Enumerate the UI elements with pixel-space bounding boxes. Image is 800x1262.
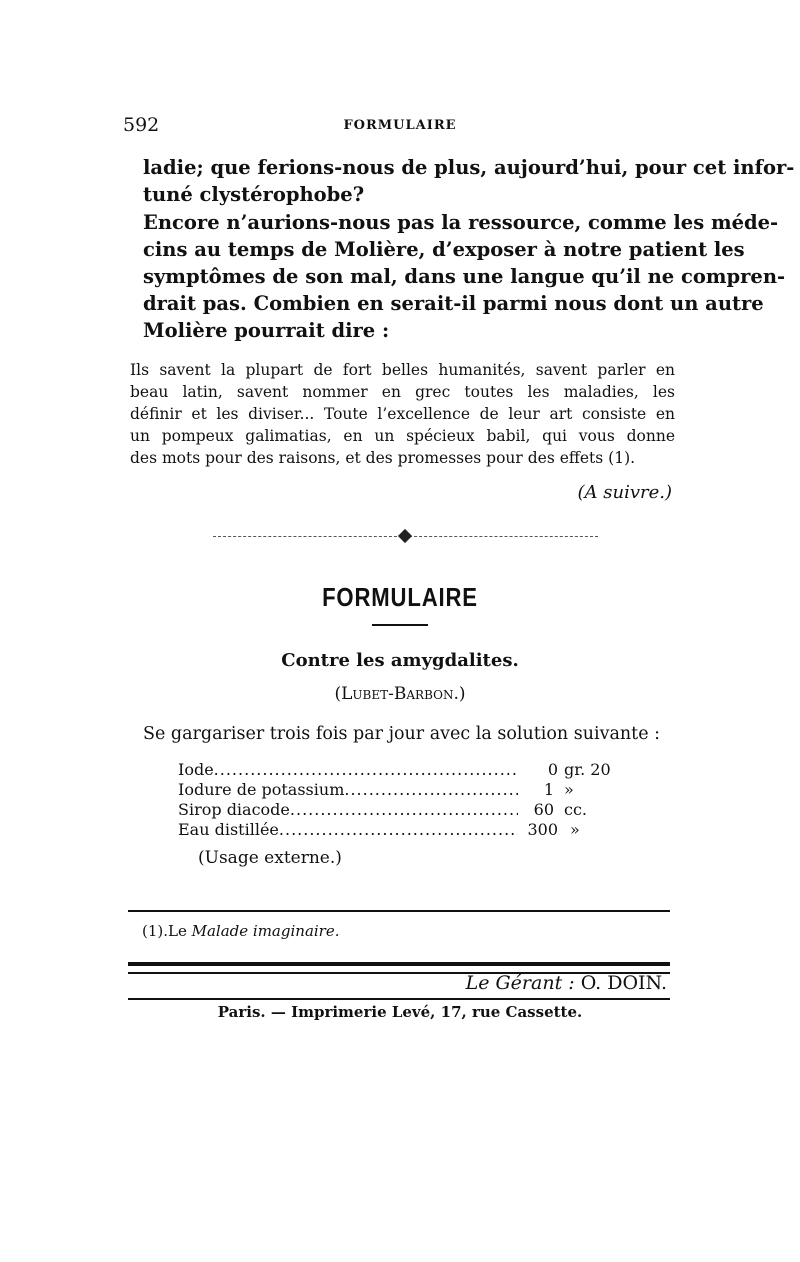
ingredient-name: Eau distillée [178,820,279,839]
body-line: cins au temps de Molière, d’exposer à notre patient les [143,238,745,261]
recipe-row [178,800,518,819]
ingredient-unit: » [570,820,580,839]
ingredient-quantity: 300 [527,820,558,839]
body-line: Encore n’aurions-nous pas la ressource, comme les méde- [143,211,779,234]
recipe-instruction: Se gargariser trois fois par jour avec la solution suivante : [143,724,661,744]
footnote-rule [128,910,670,912]
footnote: (1).Le Malade imaginaire. [142,922,340,940]
quote-line: Ils savent la plupart de fort belles humanités, savent parler en [130,361,675,379]
ingredient-name: Iode [178,760,214,779]
ingredient-name: Iodure de potassium [178,780,345,799]
diamond-ornament-icon [398,529,412,543]
ingredient-quantity: 0 [547,760,558,779]
recipe-row [178,780,518,799]
ingredient-unit: » [564,780,574,799]
body-line: symptômes de son mal, dans une langue qu’il ne compren- [143,265,786,288]
body-line: drait pas. Combien en serait-il parmi nous dont un autre [143,292,764,315]
body-line: Molière pourrait dire : [143,319,390,342]
quote-line: des mots pour des raisons, et des promesses pour des effets (1). [130,449,636,467]
page-number: 592 [123,114,160,136]
gerant-signature: Le Gérant : O. DOIN. [465,972,667,994]
recipe-row [178,820,518,839]
recipe-row [178,760,518,779]
body-line: ladie; que ferions-nous de plus, aujourd’hui, pour cet infor- [143,156,795,179]
ingredient-name: Sirop diacode [178,800,290,819]
quote-line: beau latin, savent nommer en grec toutes les maladies, les [130,383,675,401]
usage-note: (Usage externe.) [198,848,342,868]
body-line: tuné clystérophobe? [143,183,365,206]
running-head: FORMULAIRE [343,118,457,133]
ingredient-quantity: 1 [543,780,554,799]
footer-rule [128,998,670,1000]
leader-dots [214,760,518,779]
imprint-line: Paris. — Imprimerie Levé, 17, rue Cassette. [217,1003,583,1021]
recipe-author: (Lubet-Barbon.) [334,684,466,704]
ingredient-unit: gr. 20 [564,760,611,779]
title-rule [372,624,428,626]
recipe-subtitle: Contre les amygdalites. [281,650,519,671]
section-title: FORMULAIRE [322,582,478,612]
to-be-continued: (A suivre.) [577,482,672,503]
ingredient-quantity: 60 [533,800,554,819]
quote-line: un pompeux galimatias, en un spécieux babil, qui vous donne [130,427,675,445]
quote-line: définir et les diviser... Toute l’excellence de leur art consiste en [130,405,675,423]
ingredient-unit: cc. [564,800,588,819]
